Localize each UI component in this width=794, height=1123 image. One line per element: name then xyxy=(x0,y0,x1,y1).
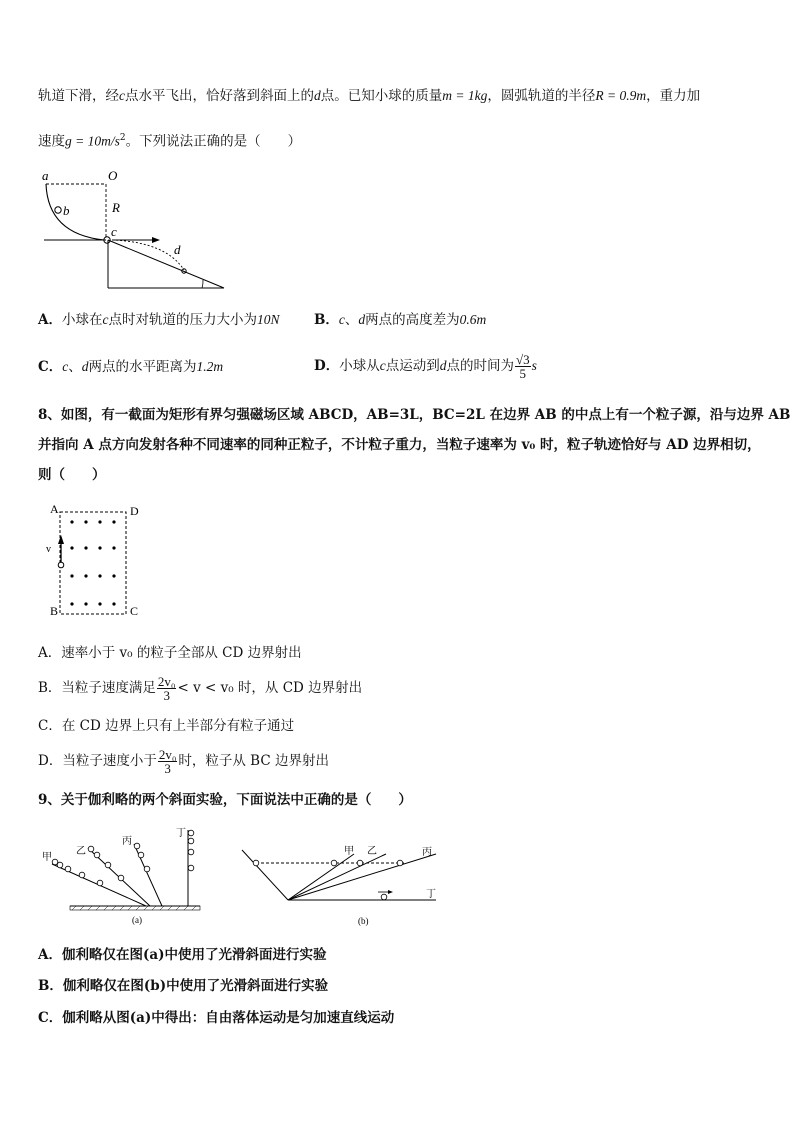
q9-stem: 9、关于伽利略的两个斜面实验，下面说法中正确的是（ ） xyxy=(38,792,412,808)
q8-option-a: A．速率小于 v₀ 的粒子全部从 CD 边界射出 xyxy=(38,645,302,661)
q8-stem-line2: 并指向 A 点方向发射各种不同速率的同种正粒子，不计粒子重力，当粒子速率为 v₀ 时，粒子轨迹恰好与 AD 边界相切， xyxy=(38,437,761,453)
q9-figure-b xyxy=(236,840,446,930)
label-B: B xyxy=(50,604,59,618)
fig-a-ding: 丁 xyxy=(176,828,186,839)
q9-option-b: B．伽利略仅在图(b)中使用了光滑斜面进行实验 xyxy=(38,978,329,994)
label-c: c xyxy=(111,224,117,239)
q8-stem-line1: 8、如图，有一截面为矩形有界匀强磁场区域 ABCD，AB=3L，BC=2L 在边界 AB 的中点上有一个粒子源，沿与边界 AB xyxy=(38,407,791,423)
q8-stem-line3: 则（ ） xyxy=(38,467,106,483)
q9-option-c: C．伽利略从图(a)中得出：自由落体运动是匀加速直线运动 xyxy=(38,1010,395,1026)
q7-optd-fraction: $\frac{√3}{5}$ xyxy=(515,352,530,381)
fig-a-yi: 乙 xyxy=(76,846,86,857)
q7-option-b: B．c、d两点的高度差为0.6m xyxy=(314,312,487,328)
label-O: O xyxy=(108,168,118,183)
q7-option-d: D．小球从c点运动到d点的时间为 $\frac{√3}{5}$ s xyxy=(314,352,537,381)
radius-value: R = 0.9m xyxy=(595,88,647,103)
fig-b-ding: 丁 xyxy=(426,889,436,900)
q8-option-b: B．当粒子速度满足 $\frac{\text{2v₀}}{3}$ < v < v₀ 时，从 CD 边界射出 xyxy=(38,674,363,703)
q7-option-a: A．小球在c点时对轨道的压力大小为10N xyxy=(38,312,280,328)
q9-figure-a xyxy=(38,826,204,926)
fig-b-bing: 丙 xyxy=(422,847,432,858)
q8-figure xyxy=(44,502,154,620)
label-d: d xyxy=(174,242,181,257)
q8-option-c: C．在 CD 边界上只有上半部分有粒子通过 xyxy=(38,718,295,734)
fig-a-caption: (a) xyxy=(132,915,142,925)
q8-option-d: D．当粒子速度小于 $\frac{\text{2v₀}}{3}$ 时，粒子从 BC 边界射出 xyxy=(38,747,329,776)
gravity-value: g = 10m/s xyxy=(65,133,120,149)
label-v: v xyxy=(46,544,51,555)
label-b: b xyxy=(63,203,70,218)
magnetic-field-dots xyxy=(70,520,115,605)
fig-a-bing: 丙 xyxy=(122,836,132,847)
fig-a-jia: 甲 xyxy=(42,852,52,863)
q9-option-a: A．伽利略仅在图(a)中使用了光滑斜面进行实验 xyxy=(38,947,327,963)
q7-stem-line2: 速度$g = 10m/s^2$。下列说法正确的是（ ） xyxy=(38,133,302,150)
q7-stem-line1: 轨道下滑，经c点水平飞出，恰好落到斜面上的d点。已知小球的质量m = 1kg，圆弧轨道的半径R = 0.9m，重力加 xyxy=(38,88,701,104)
fig-b-caption: (b) xyxy=(358,916,369,926)
label-C: C xyxy=(130,604,139,618)
label-A: A xyxy=(50,502,59,516)
fig-b-jia: 甲 xyxy=(344,846,354,857)
label-a: a xyxy=(42,168,49,183)
fig-b-yi: 乙 xyxy=(367,846,377,857)
label-R: R xyxy=(112,200,120,215)
q7-option-c: C．c、d两点的水平距离为1.2m xyxy=(38,359,224,375)
label-D: D xyxy=(130,504,139,518)
q7-figure xyxy=(36,166,236,296)
mass-value: m = 1kg xyxy=(442,88,488,103)
